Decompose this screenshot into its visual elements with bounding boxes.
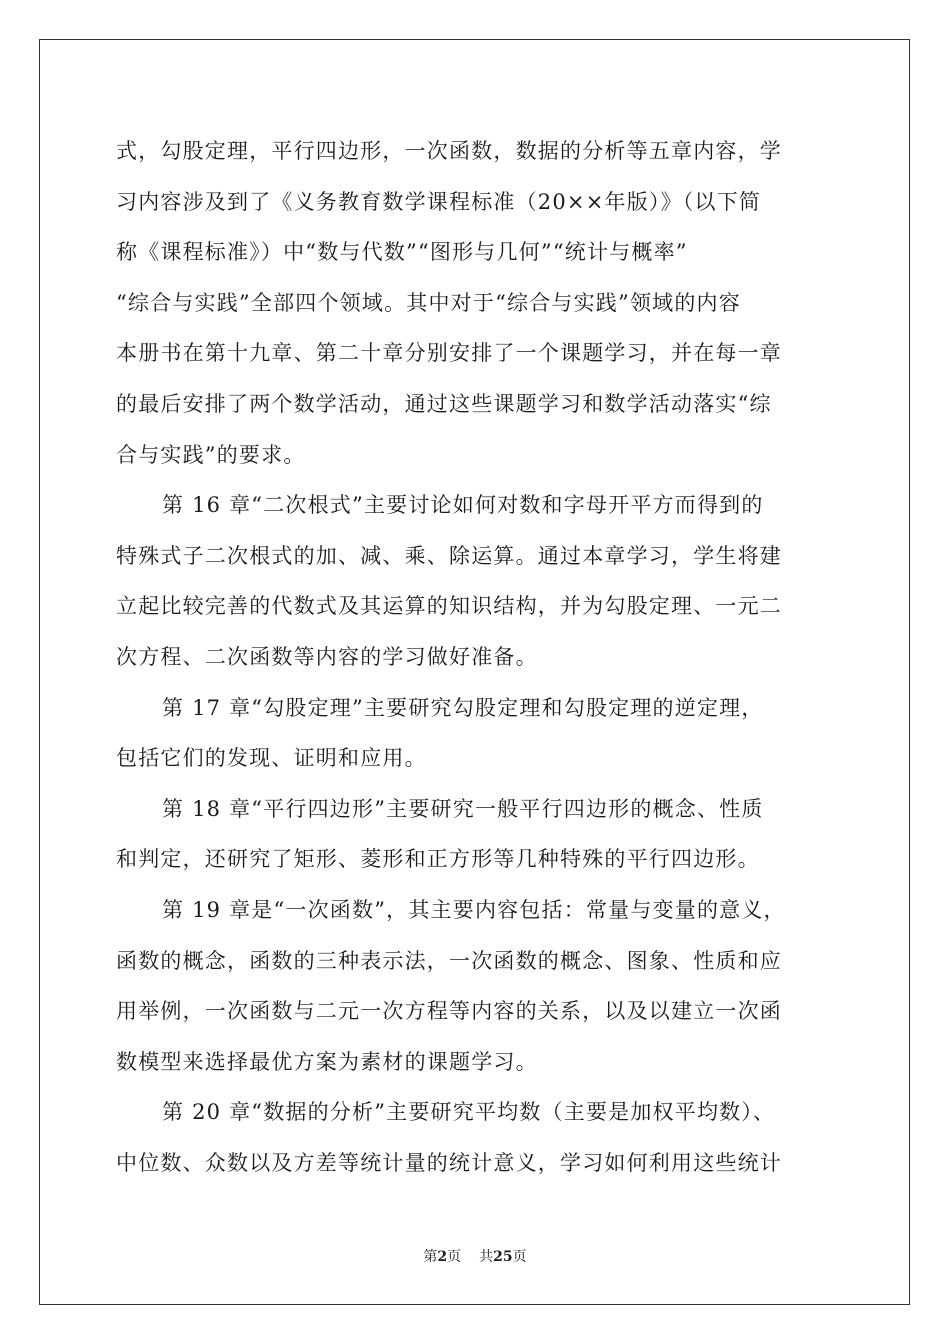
text-line: 次方程、二次函数等内容的学习做好准备。 (116, 644, 538, 669)
text-line: 包括它们的发现、证明和应用。 (116, 746, 427, 771)
text-line: 函数的概念，函数的三种表示法，一次函数的概念、图象、性质和应 (116, 948, 782, 973)
text-line: 本册书在第十九章、第二十章分别安排了一个课题学习，并在每一章 (116, 341, 782, 366)
footer-page-suffix: 页 (447, 1249, 462, 1265)
text-line: 中位数、众数以及方差等统计量的统计意义，学习如何利用这些统计 (116, 1150, 782, 1175)
text-line: 的最后安排了两个数学活动，通过这些课题学习和数学活动落实“综 (116, 391, 772, 416)
text-line: 习内容涉及到了《义务教育数学课程标准（20××年版）》（以下简 (116, 189, 762, 214)
text-line: “综合与实践”全部四个领域。其中对于“综合与实践”领域的内容 (116, 290, 741, 315)
document-body (116, 126, 836, 1188)
text-line: 称《课程标准》）中“数与代数”“图形与几何”“统计与概率” (116, 240, 688, 265)
paragraph-first-line: 第 18 章“平行四边形”主要研究一般平行四边形的概念、性质 (162, 796, 764, 821)
text-line: 立起比较完善的代数式及其运算的知识结构，并为勾股定理、一元二 (116, 594, 782, 619)
page-footer (0, 1246, 950, 1266)
text-line: 和判定，还研究了矩形、菱形和正方形等几种特殊的平行四边形。 (116, 847, 760, 872)
text-line: 特殊式子二次根式的加、减、乘、除运算。通过本章学习，学生将建 (116, 543, 782, 568)
text-line: 数模型来选择最优方案为素材的课题学习。 (116, 1049, 538, 1074)
paragraph-first-line: 第 17 章“勾股定理”主要研究勾股定理和勾股定理的逆定理， (162, 695, 764, 720)
text-line: 合与实践”的要求。 (116, 442, 306, 467)
footer-total-suffix: 页 (512, 1249, 527, 1265)
footer-total-prefix: 共 (479, 1249, 494, 1265)
footer-page-number: 2 (437, 1249, 448, 1265)
footer-page-prefix: 第 (423, 1249, 438, 1265)
paragraph-first-line: 第 16 章“二次根式”主要讨论如何对数和字母开平方而得到的 (162, 493, 764, 518)
paragraph-first-line: 第 20 章“数据的分析”主要研究平均数（主要是加权平均数）、 (162, 1100, 776, 1125)
footer-total-pages: 25 (493, 1249, 513, 1265)
text-line: 式，勾股定理，平行四边形，一次函数，数据的分析等五章内容，学 (116, 139, 782, 163)
text-line: 用举例，一次函数与二元一次方程等内容的关系，以及以建立一次函 (116, 999, 782, 1024)
paragraph-first-line: 第 19 章是“一次函数”，其主要内容包括：常量与变量的意义， (162, 897, 786, 922)
